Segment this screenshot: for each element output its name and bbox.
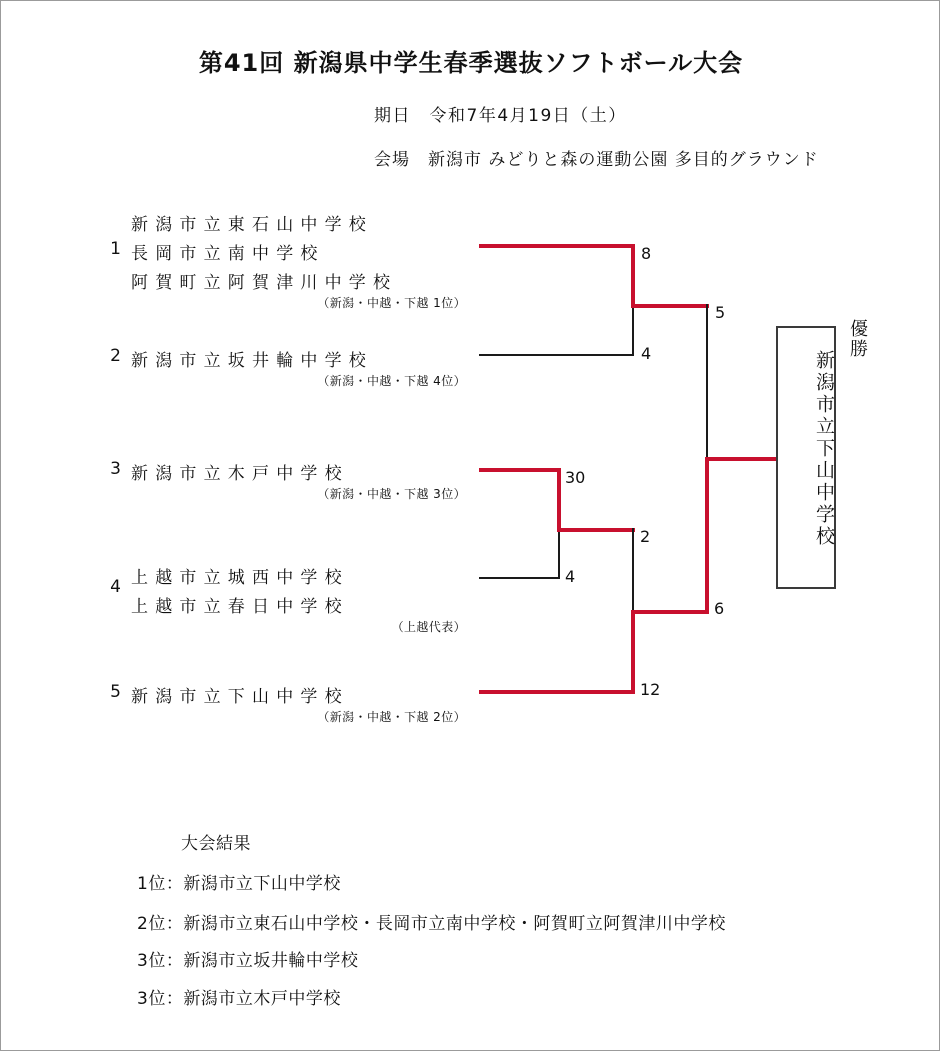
seed-1-team-2: 長岡市立南中学校 [131, 244, 325, 264]
bracket-line-seed4 [479, 577, 559, 579]
score-semifinal-lower-right: 6 [714, 599, 725, 618]
seed-3-team-1: 新潟市立木戸中学校 [131, 464, 349, 484]
bracket-line-seed2 [479, 354, 633, 356]
seed-number-4: 4 [110, 577, 121, 597]
page-title: 第41回 新潟県中学生春季選抜ソフトボール大会 [198, 49, 744, 77]
event-date: 期日 令和7年4月19日（土） [374, 106, 627, 126]
result-row-1: 1位：新潟市立下山中学校 [137, 874, 341, 894]
score-semifinal-upper: 5 [715, 303, 726, 322]
champion-name: 新潟市立下山中学校 [813, 350, 835, 548]
results-heading: 大会結果 [181, 834, 251, 854]
bracket-line-seed3 [479, 468, 561, 472]
seed-5-team-1: 新潟市立下山中学校 [131, 687, 349, 707]
seed-number-2: 2 [110, 346, 121, 366]
seed-number-3: 3 [110, 459, 121, 479]
seed-1-team-3: 阿賀町立阿賀津川中学校 [131, 273, 398, 293]
champion-box [776, 326, 836, 589]
seed-1-note: （新潟・中越・下越 1位） [317, 296, 466, 310]
seed-number-5: 5 [110, 682, 121, 702]
bracket-line-semifinal-upper [631, 304, 709, 308]
bracket-connector-matchB-loser [558, 530, 560, 579]
seed-2-note: （新潟・中越・下越 4位） [317, 374, 466, 388]
seed-4-team-2: 上越市立春日中学校 [131, 597, 349, 617]
bracket-line-semifinal-lower-left [557, 528, 635, 532]
result-row-3: 3位：新潟市立坂井輪中学校 [137, 951, 359, 971]
score-seed3: 30 [565, 468, 586, 487]
bracket-connector-matchA-winner [631, 244, 635, 306]
seed-3-note: （新潟・中越・下越 3位） [317, 487, 466, 501]
result-row-4: 3位：新潟市立木戸中学校 [137, 989, 341, 1009]
seed-4-note: （上越代表） [391, 620, 466, 634]
bracket-connector-semifinal-lower-loser [632, 528, 634, 612]
champion-label: 優勝 [847, 319, 868, 359]
score-seed1: 8 [641, 244, 652, 263]
bracket-connector-final-winner [705, 457, 709, 612]
seed-number-1: 1 [110, 239, 121, 259]
bracket-line-final [705, 457, 778, 461]
score-seed5: 12 [640, 680, 661, 699]
bracket-connector-matchB-winner [557, 468, 561, 530]
seed-2-team-1: 新潟市立坂井輪中学校 [131, 351, 373, 371]
score-semifinal-lower-left: 2 [640, 527, 651, 546]
score-seed2: 4 [641, 344, 652, 363]
seed-1-team-1: 新潟市立東石山中学校 [131, 215, 373, 235]
event-venue: 会場 新潟市 みどりと森の運動公園 多目的グラウンド [374, 150, 819, 170]
bracket-line-seed5 [479, 690, 635, 694]
bracket-connector-semifinal-lower-winner [631, 610, 635, 692]
bracket-connector-matchA-loser [632, 306, 634, 356]
bracket-line-seed1 [479, 244, 635, 248]
bracket-line-semifinal-lower-right [631, 610, 709, 614]
result-row-2: 2位：新潟市立東石山中学校・長岡市立南中学校・阿賀町立阿賀津川中学校 [137, 914, 726, 934]
score-seed4: 4 [565, 567, 576, 586]
bracket-connector-final-upper [706, 304, 708, 459]
seed-4-team-1: 上越市立城西中学校 [131, 568, 349, 588]
seed-5-note: （新潟・中越・下越 2位） [317, 710, 466, 724]
